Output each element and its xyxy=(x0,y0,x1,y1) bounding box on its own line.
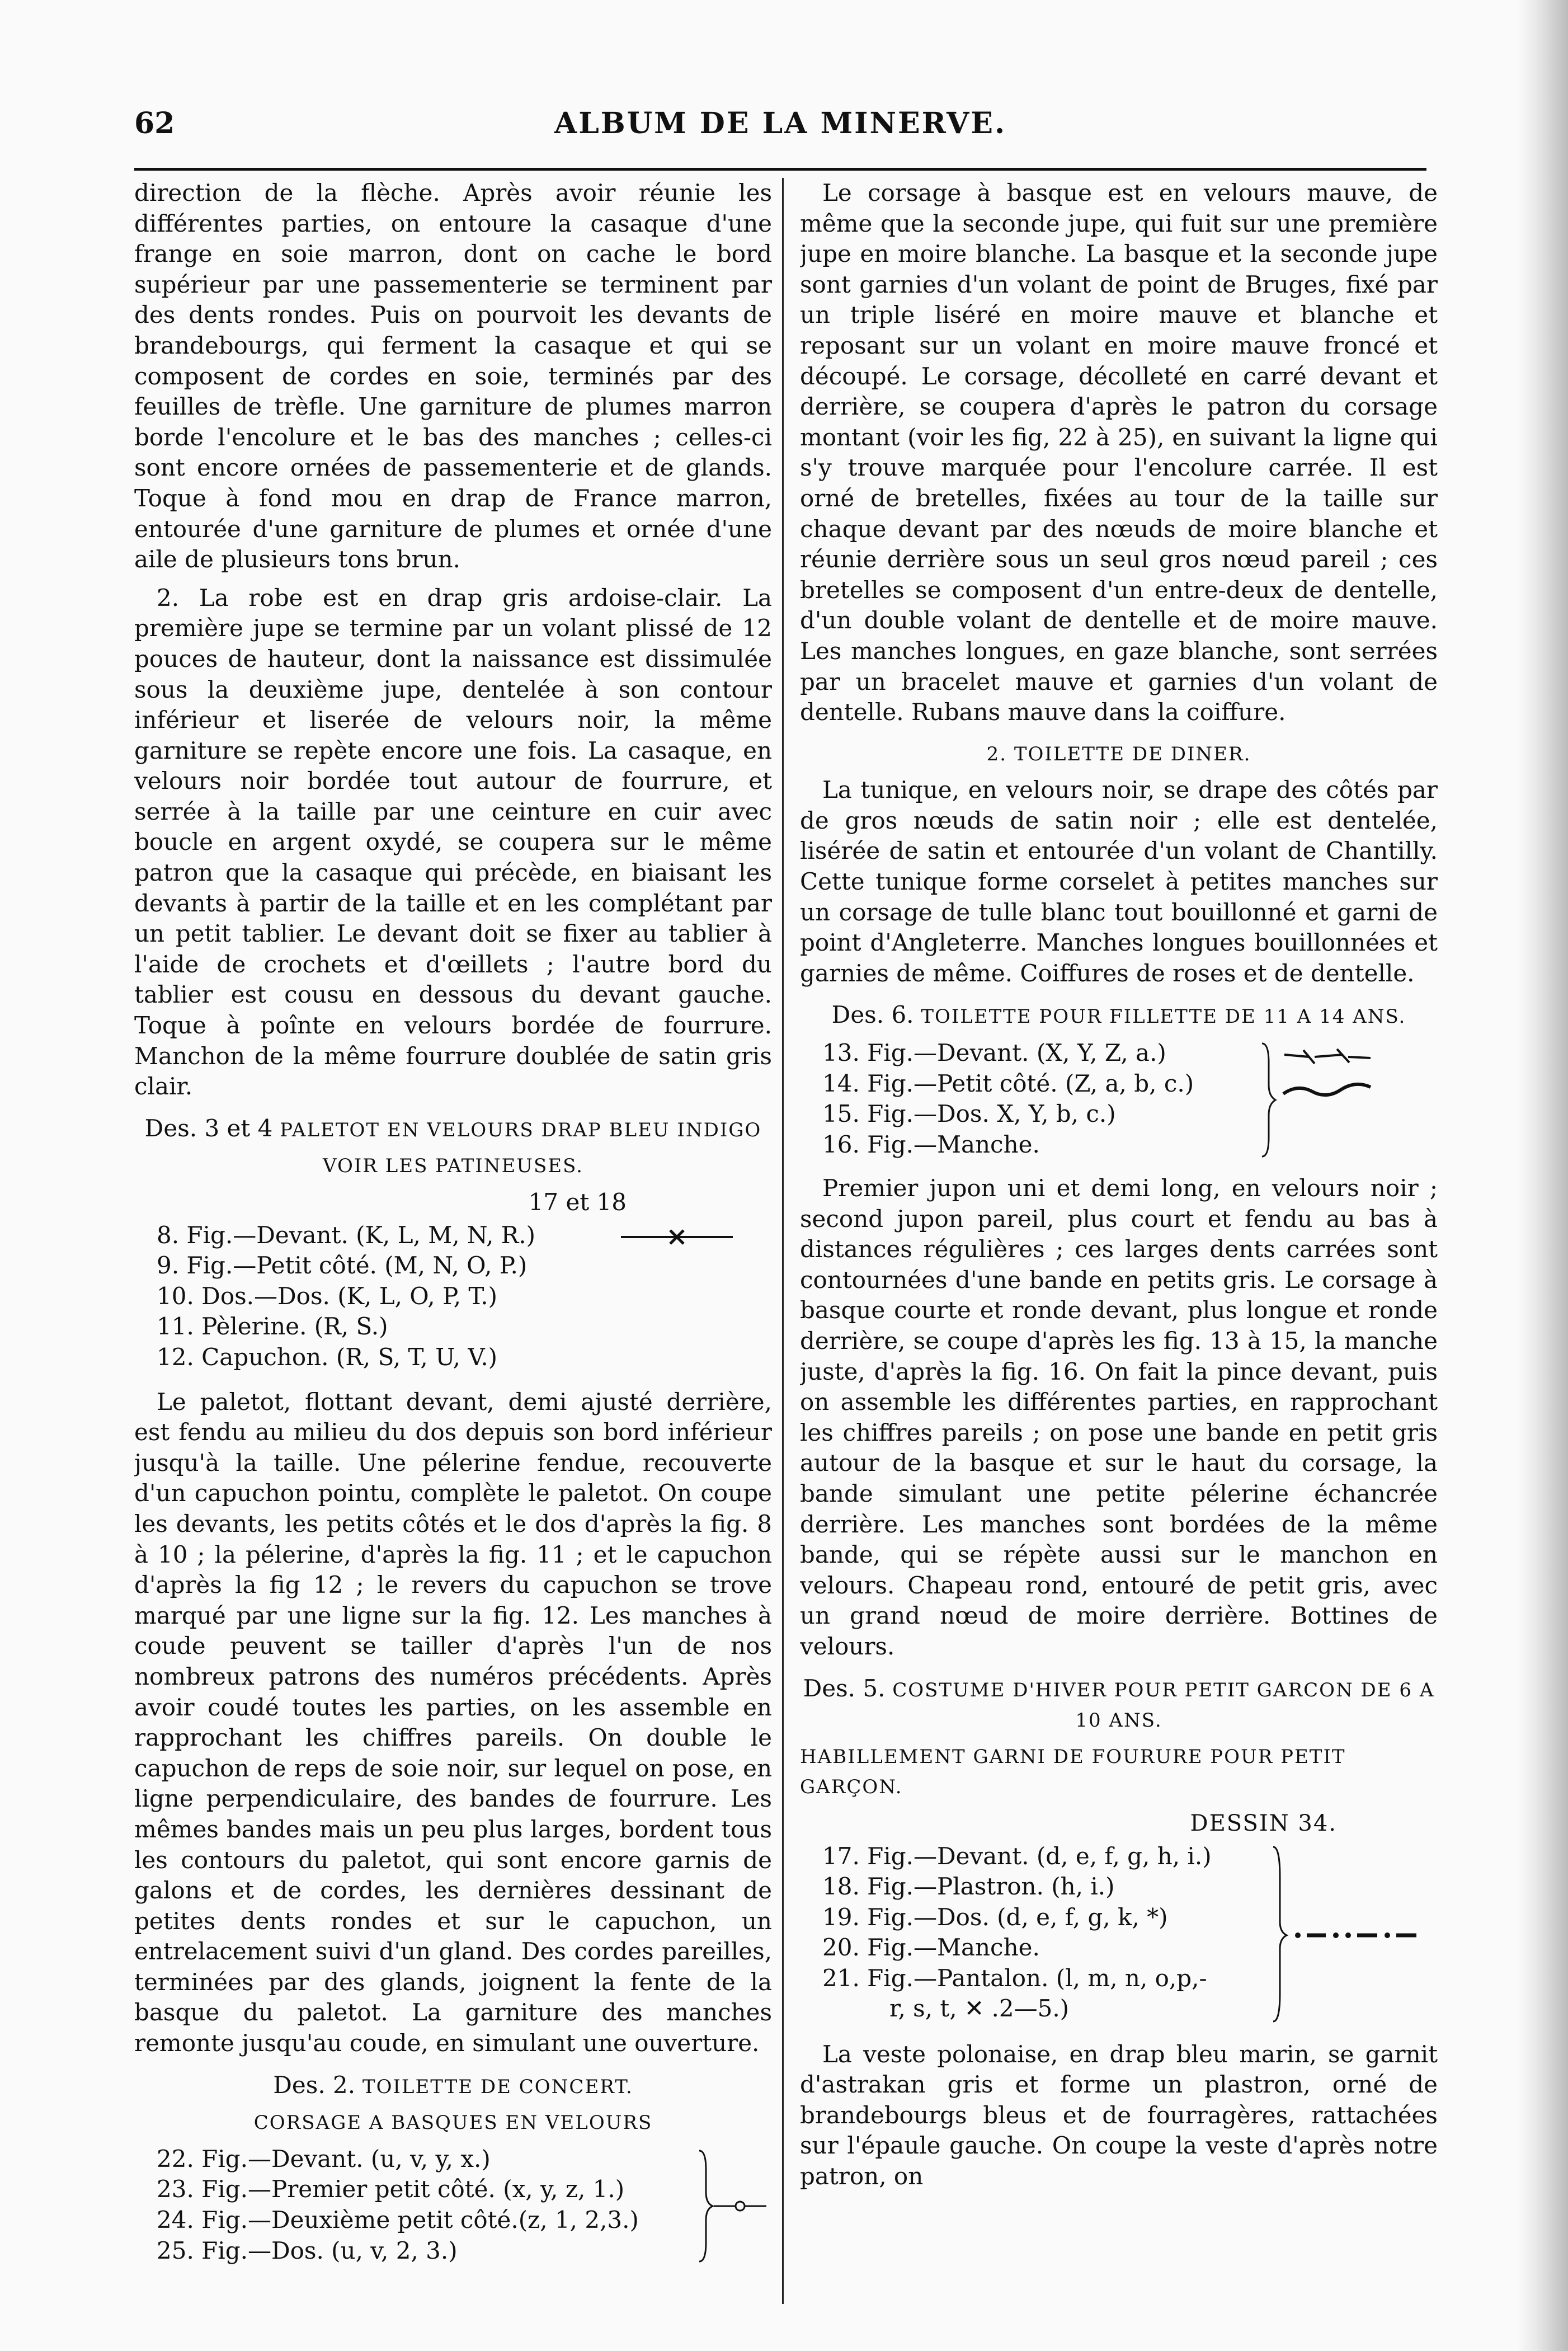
figure-line: 25. Fig.—Dos. (u, v, 2, 3.) xyxy=(157,2236,458,2264)
des-label: Des. 3 et 4 xyxy=(144,1114,273,1142)
figure-line: 23. Fig.—Premier petit côté. (x, y, z, 1.) xyxy=(157,2175,625,2203)
figure-line: 21. Fig.—Pantalon. (l, m, n, o,p,- xyxy=(822,1964,1207,1992)
figure-line: 18. Fig.—Plastron. (h, i.) xyxy=(822,1873,1115,1901)
right-column xyxy=(800,178,1438,2326)
cross-line-marker xyxy=(621,1226,733,1248)
section-heading xyxy=(800,1673,1438,1736)
heading-title: PALETOT EN VELOURS DRAP BLEU INDIGO xyxy=(280,1118,762,1141)
figure-list xyxy=(157,1220,772,1376)
paragraph: direction de la flèche. Après avoir réunie les différentes parties, on entoure la casaque d'une frange en soie marron, dont on cache le bord supérieur par une passementerie se terminent par des dents rondes. Puis on pourvoit les devants de brandebourgs, qui ferment la casaque et qui se composent de cordes en soie, terminés par des feuilles de trèfle. Une garniture de plumes marron borde l'encolure et le bas des manches ; celles-ci sont encore ornées de passementerie et de glands. Toque à fond mou en drap de France marron, entourée d'une garniture de plumes et ornée d'une aile de plusieurs tons brun. xyxy=(134,179,772,573)
figure-line: 10. Dos.—Dos. (K, L, O, P, T.) xyxy=(157,1282,497,1310)
figure-line: 19. Fig.—Dos. (d, e, f, g, k, *) xyxy=(822,1903,1168,1931)
heading-title: TOILETTE POUR FILLETTE DE 11 A 14 ANS. xyxy=(921,1005,1406,1028)
left-column xyxy=(134,178,772,2326)
brace-dash-marker xyxy=(1270,1844,1438,2025)
figure-line: 14. Fig.—Petit côté. (Z, a, b, c.) xyxy=(822,1069,1194,1097)
paragraph: 2. La robe est en drap gris ardoise-clair. La première jupe se termine par un volant plissé de 12 pouces de hauteur, dont la naissance est dissimulée sous la deuxième jupe, dentelée à son contour inférieur et liserée de velours noir, la même garniture se repète encore une fois. La casaque, en velours noir bordée tout autour de fourrure, et serrée à la taille par une ceinture en cuir avec boucle en argent oxydé, se coupera sur le même patron que la casaque qui précède, en biaisant les devants à partir de la taille et en les complétant par un petit tablier. Le devant doit se fixer au tablier à l'aide de crochets et d'œillets ; l'autre bord du tablier est cousu en dessous du devant gauche. Toque à poînte en velours bordée de fourrure. Manchon de la même fourrure doublée de satin gris clair. xyxy=(134,584,772,1101)
heading-title: TOILETTE DE CONCERT. xyxy=(362,2075,633,2098)
figure-line: 20. Fig.—Manche. xyxy=(822,1934,1040,1962)
des-label: Des. 6. xyxy=(831,1001,914,1029)
figure-list xyxy=(822,1841,1438,2028)
figure-line: 17. Fig.—Devant. (d, e, f, g, h, i.) xyxy=(822,1842,1212,1870)
sub-heading: CORSAGE A BASQUES EN VELOURS xyxy=(253,2112,653,2134)
page-header xyxy=(134,101,1426,151)
figure-line: 8. Fig.—Devant. (K, L, M, N, R.) xyxy=(157,1221,536,1249)
paragraph: Premier jupon uni et demi long, en velours noir ; second jupon pareil, plus court et fendu au bas à distances régulières ; ces larges dents carrées sont contournées d'une bande en petits gris. Le corsage à basque courte et ronde devant, plus longue et ronde derrière, se coupe d'après les fig. 13 à 15, la manche juste, d'après la fig. 16. On fait la pince devant, puis on assemble les différentes parties, en rapprochant les chiffres pareils ; on pose une bande en petit gris autour de la basque et sur le haut du corsage, la bande simulant une petite pélerine échancrée derrière. Les manches sont bordées de la même bande, qui se répète aussi sur le manchon en velours. Chapeau rond, entouré de petit gris, avec un grand nœud de moire derrière. Bottines de velours. xyxy=(800,1174,1438,1660)
section-heading xyxy=(800,1000,1438,1032)
des-label: Des. 5. xyxy=(803,1674,886,1702)
paragraph: La veste polonaise, en drap bleu marin, se garnit d'astrakan gris et forme un plastron, orné de brandebourgs bleus et de fourragères, rattachées sur l'épaule gauche. On coupe la veste d'après notre patron, on xyxy=(800,2040,1438,2190)
figure-list xyxy=(157,2144,772,2267)
figure-reference: 17 et 18 xyxy=(528,1188,627,1216)
figure-line: 15. Fig.—Dos. X, Y, b, c.) xyxy=(822,1100,1116,1128)
heading-title: COSTUME D'HIVER POUR PETIT GARCON DE 6 A 10 ANS. xyxy=(892,1678,1435,1732)
running-title: ALBUM DE LA MINERVE. xyxy=(554,106,1007,140)
paragraph: Le corsage à basque est en velours mauve, de même que la seconde jupe, qui fuit sur une première jupe en moire blanche. La basque et la seconde jupe sont garnies d'un volant de point de Bruges, fixé par un triple liséré en moire mauve et blanche et reposant sur un volant en moire mauve froncé et découpé. Le corsage, décolleté en carré devant et derrière, se coupera d'après le patron du corsage montant (voir les fig, 22 à 25), en suivant la ligne qui s'y trouve marquée pour l'encolure carrée. Il est orné de bretelles, fixées au tour de la taille sur chaque devant par des nœuds de moire blanche et réunie derrière sous un seul gros nœud pareil ; ces bretelles se composent d'un entre-deux de dentelle, d'un double volant de dentelle et de moire mauve. Les manches longues, en gaze blanche, sont serrées par un bracelet mauve et garnies d'un volant de dentelle. Rubans mauve dans la coiffure. xyxy=(800,179,1438,726)
figure-line: 9. Fig.—Petit côté. (M, N, O, P.) xyxy=(157,1252,528,1280)
des-label: Des. 2. xyxy=(273,2071,356,2099)
sub-heading: VOIR LES PATINEUSES. xyxy=(323,1155,583,1178)
page-spine-shadow xyxy=(1518,0,1568,2351)
figure-line: 22. Fig.—Devant. (u, v, y, x.) xyxy=(157,2145,491,2173)
figure-line: 24. Fig.—Deuxième petit côté.(z, 1, 2,3.) xyxy=(157,2206,639,2234)
header-rule xyxy=(134,168,1426,171)
page-number: 62 xyxy=(134,106,175,140)
section-heading xyxy=(134,1113,772,1146)
figure-list xyxy=(822,1038,1438,1162)
figure-line: 16. Fig.—Manche. xyxy=(822,1130,1040,1158)
figure-line: 13. Fig.—Devant. (X, Y, Z, a.) xyxy=(822,1039,1166,1067)
section-heading: 2. TOILETTE DE DINER. xyxy=(986,742,1251,765)
figure-line: 11. Pèlerine. (R, S.) xyxy=(157,1313,388,1341)
figure-line: r, s, t, ✕ .2—5.) xyxy=(889,1995,1070,2023)
brace-circle-marker xyxy=(694,2147,772,2265)
paragraph: La tunique, en velours noir, se drape des côtés par de gros nœuds de satin noir ; elle est dentelée, lisérée de satin et entourée d'un volant de Chantilly. Cette tunique forme corselet à petites manches sur un corsage de tulle blanc tout bouillonné et garni de point d'Angleterre. Manches longues bouillonnées et garnies de même. Coiffures de roses et de dentelle. xyxy=(800,776,1438,987)
figure-line: 12. Capuchon. (R, S, T, U, V.) xyxy=(157,1343,498,1371)
sub-heading: HABILLEMENT GARNI DE FOURURE POUR PETIT GARÇON. xyxy=(800,1745,1346,1799)
column-divider xyxy=(782,178,784,2304)
paragraph: Le paletot, flottant devant, demi ajusté derrière, est fendu au milieu du dos depuis son bord inférieur jusqu'à la taille. Une pélerine fendue, recouverte d'un capuchon pointu, complète le paletot. On coupe les devants, les petits côtés et le dos d'après la fig. 8 à 10 ; la pélerine, d'après la fig. 11 ; et le capuchon d'après la fig 12 ; le revers du capuchon se trove marqué par une ligne sur la fig. 12. Les manches à coude peuvent se tailler d'après l'un de nos nombreux patrons des numéros précédents. Après avoir coudé toutes les parties, on les assemble en rapprochant les chiffres pareils. On double le capuchon de reps de soie noir, sur lequel on pose, en ligne perpendiculaire, des bandes de fourrure. Les mêmes bandes mais un peu plus larges, bordent tous les contours du paletot, qui sont encore garnis de galons et de cordes, les dernières dessinant de petites dents rondes et sur le capuchon, un entrelacement suivi d'un gland. Des cordes pareilles, terminées par des glands, joignent la fente de la basque du paletot. La garniture des manches remonte jusqu'au coude, en simulant une ouverture. xyxy=(134,1388,772,2057)
section-heading xyxy=(134,2070,772,2103)
dessin-reference: DESSIN 34. xyxy=(1190,1810,1337,1836)
brace-wave-marker xyxy=(1259,1040,1393,1160)
